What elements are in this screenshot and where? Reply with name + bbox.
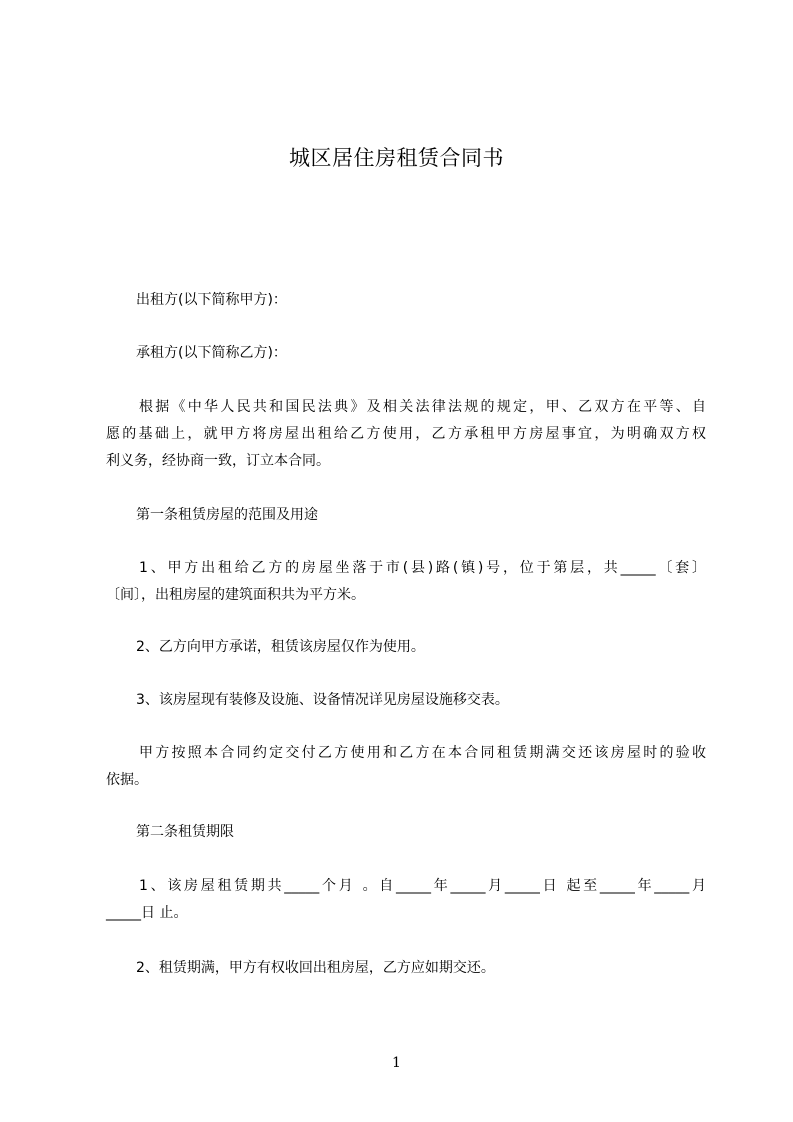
article2-item1-line-2: _____日 止。 [106,905,188,921]
article1-item3-text: 3、该房屋现有装修及设施、设备情况详见房屋设施移交表。 [136,692,509,708]
preamble-paragraph [106,394,706,475]
lessee-line [106,340,706,367]
article1-item3-note [106,740,706,794]
article2-item1 [106,873,706,927]
article1-item2 [106,634,706,661]
article2-item1-line-1: 1、该房屋租赁期共_____个月 。自_____年_____月_____日 起至_____年_____月 [139,878,706,894]
article2-heading: 第二条租赁期限 [136,824,234,840]
preamble-line-1: 根据《中华人民共和国民法典》及相关法律法规的规定，甲、乙双方在平等、自 [139,399,706,415]
article2-item2 [106,955,706,982]
article1-item3-note-line-1: 甲方按照本合同约定交付乙方使用和乙方在本合同租赁期满交还该房屋时的验收 [139,745,706,761]
article1-heading-block [106,502,706,529]
article1-heading: 第一条租赁房屋的范围及用途 [136,507,318,523]
lessor-line [106,287,706,314]
article2-heading-block [106,819,706,846]
article2-item2-text: 2、租赁期满，甲方有权收回出租房屋，乙方应如期交还。 [136,960,495,976]
lessee-label: 承租方(以下简称乙方)： [136,345,287,361]
page-number: 1 [392,1055,401,1071]
preamble-line-3: 利义务，经协商一致，订立本合同。 [106,453,330,469]
article1-item3 [106,687,706,714]
article1-item3-note-line-2: 依据。 [106,772,148,788]
article1-item2-text: 2、乙方向甲方承诺，租赁该房屋仅作为使用。 [136,639,425,655]
preamble-line-2: 愿的基础上，就甲方将房屋出租给乙方使用，乙方承租甲方房屋事宜，为明确双方权 [106,426,706,442]
article1-item1 [106,555,706,609]
document-title: 城区居住房租赁合同书 [289,146,504,170]
lessor-label: 出租方(以下简称甲方)： [136,292,287,308]
article1-item1-line-1: 1、甲方出租给乙方的房屋坐落于市(县)路(镇)号，位于第层，共_____〔套〕 [139,560,706,576]
article1-item1-line-2: 〔间〕，出租房屋的建筑面积共为平方米。 [106,587,365,603]
